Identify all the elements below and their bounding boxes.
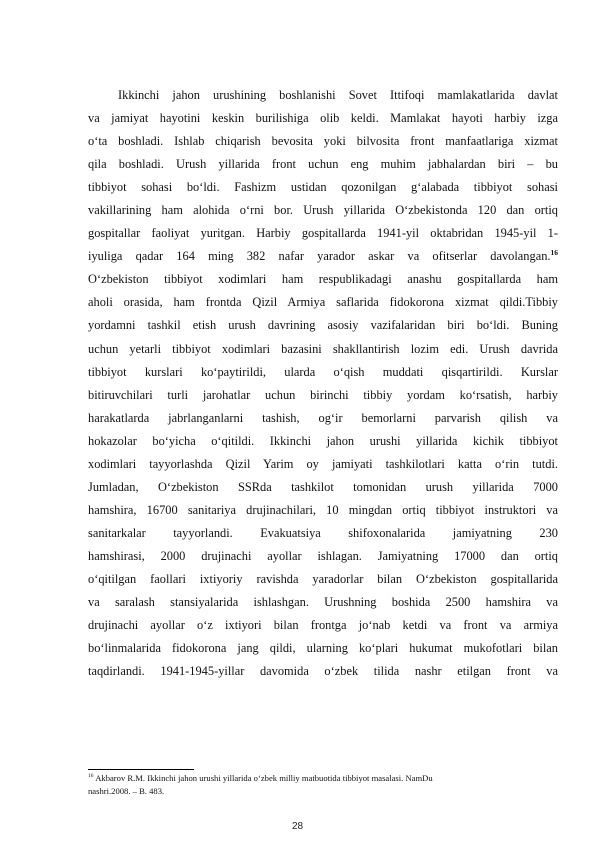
text-line: taqdirlandi. 1941-1945-yillar davomida o‘zbek tilida nashr etilgan front va — [88, 664, 558, 679]
text-line: o‘qitilgan faollari ixtiyoriy ravishda yaradorlar bilan O‘zbekiston gospitallarida — [88, 571, 558, 586]
text-line: Ikkinchi jahon urushining boshlanishi Sovet Ittifoqi mamlakatlarida davlat — [118, 88, 558, 102]
text-line: hamshirasi, 2000 drujinachi ayollar ishlagan. Jamiyatning 17000 dan ortiq — [88, 548, 558, 563]
text-line: O‘zbekiston tibbiyot xodimlari ham respublikadagi anashu gospitallarda ham — [88, 272, 558, 287]
footnote-reference[interactable]: 16 — [550, 248, 558, 258]
page-number: 28 — [291, 821, 304, 832]
text-line: gospitallar faoliyat yuritgan. Harbiy gospitallarda 1941-yil oktabridan 1945-yil 1- — [88, 226, 558, 241]
text-line: o‘ta boshladi. Ishlab chiqarish bevosita yoki bilvosita front manfaatlariga xizmat — [88, 134, 558, 149]
text-line: Jumladan, O‘zbekiston SSRda tashkilot tomonidan urush yillarida 7000 — [88, 479, 558, 494]
text-line: xodimlari tayyorlashda Qizil Yarim oy jamiyati tashkilotlari katta o‘rin tutdi. — [88, 456, 558, 471]
text-line: va jamiyat hayotini keskin burilishiga olib keldi. Mamlakat hayoti harbiy izga — [88, 111, 558, 126]
footnote — [88, 772, 558, 798]
text-line: sanitarkalar tayyorlandi. Evakuatsiya shifoxonalarida jamiyatning 230 — [88, 525, 558, 540]
text-line: vakillarining ham alohida o‘rni bor. Urush yillarida O‘zbekistonda 120 dan ortiq — [88, 203, 558, 218]
footnote-line — [88, 772, 558, 785]
text-line: tibbiyot kurslari ko‘paytirildi, ularda o‘qish muddati qisqartirildi. Kurslar — [88, 364, 558, 379]
text-line: va saralash stansiyalarida ishlashgan. Urushning boshida 2500 hamshira va — [88, 595, 558, 610]
footnote-divider — [88, 769, 194, 770]
text-line: yordamni tashkil etish urush davrining asosiy vazifalaridan biri bo‘ldi. Buning — [88, 318, 558, 333]
text-line: drujinachi ayollar o‘z ixtiyori bilan frontga jo‘nab ketdi va front va armiya — [88, 618, 558, 633]
text-line: bo‘linmalarida fidokorona jang qildi, ularning ko‘plari hukumat mukofotlari bilan — [88, 641, 558, 656]
text-line: tibbiyot sohasi bo‘ldi. Fashizm ustidan qozonilgan g‘alabada tibbiyot sohasi — [88, 180, 558, 195]
text-line-with-footnote — [88, 245, 558, 268]
main-paragraph — [88, 84, 558, 683]
text-line: harakatlarda jabrlanganlarni tashish, og‘ir bemorlarni parvarish qilish va — [88, 410, 558, 425]
text-line: uchun yetarli tibbiyot xodimlari bazasini shakllantirish lozim edi. Urush davrida — [88, 341, 558, 356]
text-line: hokazolar bo‘yicha o‘qitildi. Ikkinchi jahon urushi yillarida kichik tibbiyot — [88, 433, 558, 448]
text-line: aholi orasida, ham frontda Qizil Armiya saflarida fidokorona xizmat qildi.Tibbiy — [88, 295, 558, 310]
footnote-number: 16 — [88, 773, 94, 780]
footnote-text: Akbarov R.M. Ikkinchi jahon urushi yillarida o‘zbek milliy matbuotida tibbiyot masalasi. NamDu — [95, 773, 433, 783]
text-line: bitiruvchilari turli jarohatlar uchun birinchi tibbiy yordam ko‘rsatish, harbiy — [88, 387, 558, 402]
text-line: hamshira, 16700 sanitariya drujinachilari, 10 mingdan ortiq tibbiyot instruktori va — [88, 502, 558, 517]
footnote-line: nashri.2008. – B. 483. — [88, 786, 165, 796]
text-segment: iyuliga qadar 164 ming 382 nafar yarador askar va ofitserlar davolangan. — [88, 249, 551, 264]
text-line: qila boshladi. Urush yillarida front uchun eng muhim jabhalardan biri – bu — [88, 157, 558, 172]
